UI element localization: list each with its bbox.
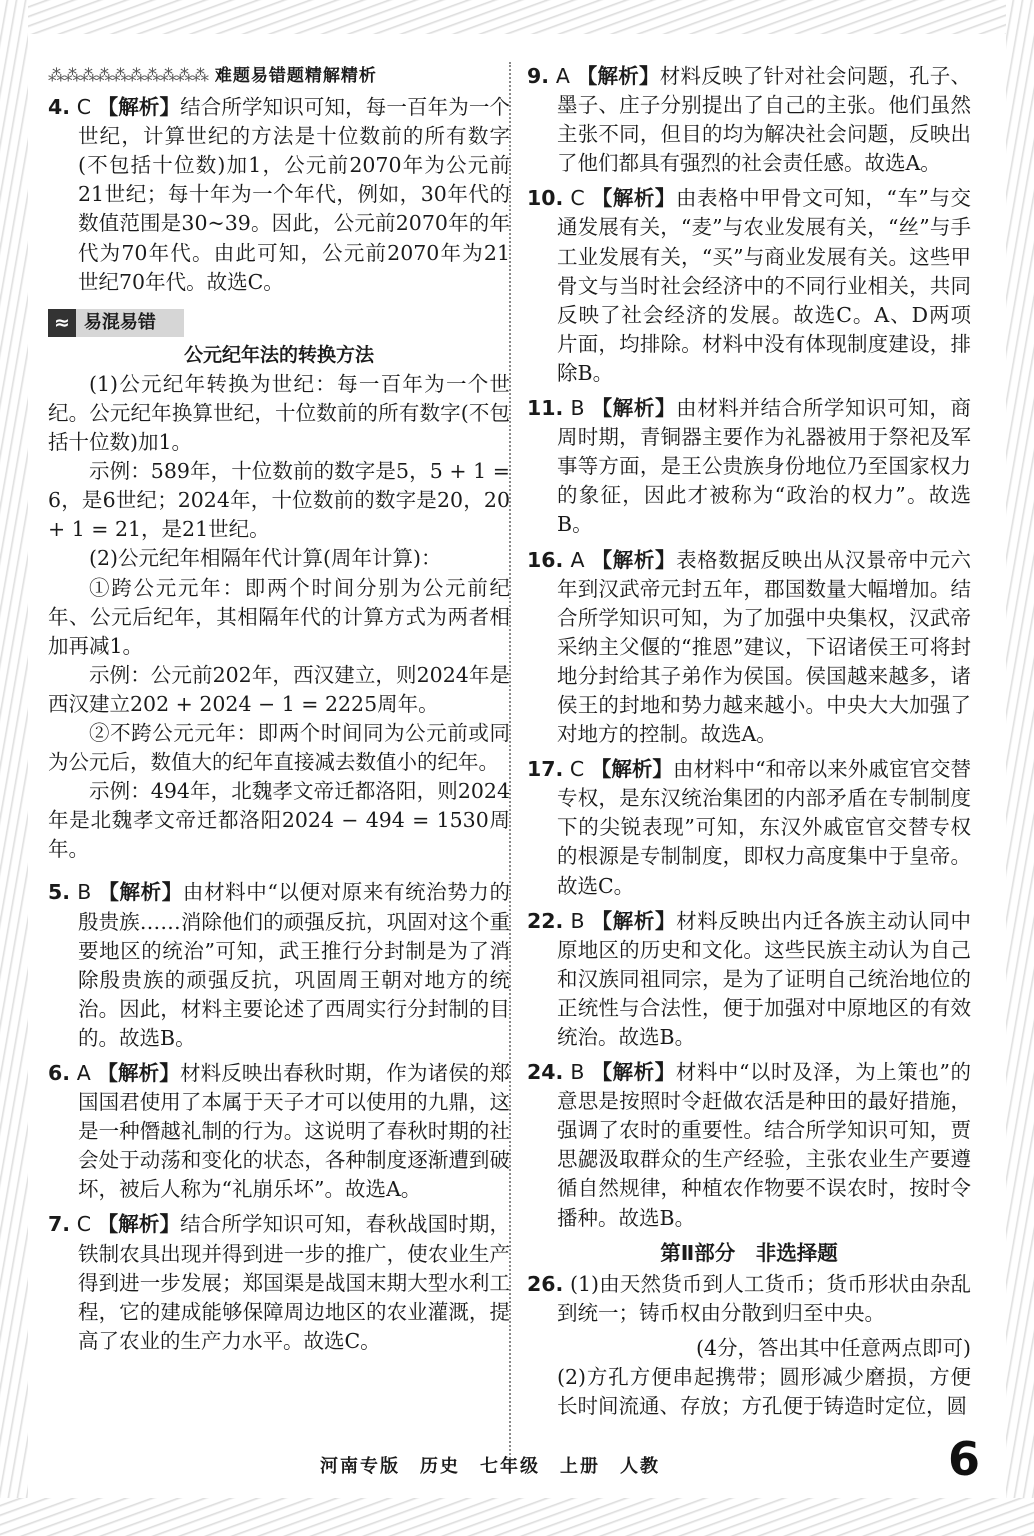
right-border bbox=[1006, 0, 1034, 1536]
question-4: 4. C 【解析】结合所学知识可知，每一百年为一个世纪，计算世纪的方法是十位数前的所有数字(不包括十位数)加1，公元前2070年为公元前21世纪；每十年为一个年代，例如，30年代的数值范围是30~39。因此，公元前2070年的年代为70年代。由此可知，公元前2070年为21世纪70年代。故选C。 bbox=[48, 95, 510, 294]
section-title: 难题易错题精解精析 bbox=[214, 66, 377, 86]
question-26: 26. (1)由天然货币到人工货币；货币形状由杂乱到统一；铸币权由分散到归至中央。 bbox=[527, 1271, 971, 1325]
question-11: 11. B 【解析】由材料并结合所学知识可知，商周时期，青铜器主要作为礼器被用于祭祀及军事等方面，是王公贵族身份地位乃至国家权力的象征，因此才被称为“政治的权力”。故选B。 bbox=[527, 396, 971, 537]
question-17: 17. C 【解析】由材料中“和帝以来外戚宦官交替专权，是东汉统治集团的内部矛盾在专制制度下的尖锐表现”可知，东汉外戚宦官交替专权的根源是专制制度，即权力高度集中于皇帝。故选C。 bbox=[527, 757, 971, 898]
question-16: 16. A 【解析】表格数据反映出从汉景帝中元六年到汉武帝元封五年，郡国数量大幅增加。结合所学知识可知，为了加强中央集权，汉武帝采纳主父偃的“推恩”建议，下诏诸侯王可将封地分封给其子弟作为侯国。侯国越来越多，诸侯王的封地和势力越来越小。中央大大加强了对地方的控制。故选A。 bbox=[527, 547, 971, 747]
footer-info: 河南专版 历史 七年级 上册 人教 bbox=[320, 1456, 660, 1477]
right-column bbox=[527, 62, 971, 1427]
question-5: 5. B 【解析】由材料中“以便对原来有统治势力的殷贵族……消除他们的顽强反抗，巩固对这个重要地区的统治”可知，武王推行分封制是为了消除殷贵族的顽强反抗，巩固周王朝对地方的统治。因此，材料主要论述了西周实行分封制的目的。故选B。 bbox=[48, 880, 511, 1050]
left-border bbox=[0, 0, 28, 1536]
question-26-part2: (2)方孔方便串起携带；圆形减少磨损，方便长时间流通、存放；方孔便于铸造时定位，圆 bbox=[557, 1365, 971, 1419]
tip-title: 公元纪年法的转换方法 bbox=[183, 343, 374, 366]
tip-label: 易混易错 bbox=[76, 309, 184, 337]
question-10: 10. C 【解析】由表格中甲骨文可知，“车”与交通发展有关，“麦”与农业发展有关，“丝”与手工业发展有关，“买”与商业发展有关。这些甲骨文与当时社会经济中的不同行业相关，共同反映了社会经济的发展。故选C。A、D两项片面，均排除。材料中没有体现制度建设，排除B。 bbox=[527, 186, 971, 385]
score-note: (4分，答出其中任意两点即可) bbox=[695, 1335, 971, 1360]
top-border bbox=[0, 0, 1034, 34]
tip-header bbox=[48, 309, 184, 337]
question-7: 7. C 【解析】结合所学知识可知，春秋战国时期，铁制农具出现并得到进一步的推广，使农业生产得到进一步发展；郑国渠是战国末期大型水利工程，它的建成能够保障周边地区的农业灌溉，提高了农业的生产力水平。故选C。 bbox=[48, 1212, 510, 1353]
tip-box: 公元纪年法的转换方法 (1)公元纪年转换为世纪：每一百年为一个世纪。公元纪年换算世纪，十位数前的所有数字(不包括十位数)加1。 示例：589年，十位数前的数字是5，5 + 1 = 6，是6世纪；2024年，十位数前的数字是20，20 + 1 = 21，是21世纪。 (2)公元纪年相隔年代计算(周年计算)： ①跨公元元年：即两个时间分别为公元前纪年、公元后纪年，其相隔年代的计算方式为两者相加再减1。 示例：公元前202年，西汉建立，则2024年是西汉建立202 + 2024 − 1 = 2225周年。 ②不跨公元元年：即两个时间同为公元前或同为公元后，数值大的纪年直接减去数值小的纪年。 示例：494年，北魏孝文帝迁都洛阳，则2024年是北魏孝文帝迁都洛阳2024 − 494 = 1530周年。 bbox=[48, 341, 510, 865]
section-header: ⁂⁂⁂⁂⁂⁂⁂⁂⁂⁂ 难题易错题精解精析 bbox=[48, 66, 377, 86]
part-two-title: 第Ⅱ部分 非选择题 bbox=[660, 1240, 838, 1265]
question-6: 6. A 【解析】材料反映出春秋时期，作为诸侯的郑国国君使用了本属于天子才可以使用的九鼎，这是一种僭越礼制的行为。这说明了春秋时期的社会处于动荡和变化的状态，各种制度逐渐遭到破坏，被后人称为“礼崩乐坏”。故选A。 bbox=[48, 1061, 510, 1202]
question-22: 22. B 【解析】材料反映出内迁各族主动认同中原地区的历史和文化。这些民族主动认为自己和汉族同祖同宗，是为了证明自己统治地位的正统性与合法性，便于加强对中原地区的有效统治。故选B。 bbox=[527, 908, 971, 1049]
question-24: 24. B 【解析】材料中“以时及泽，为上策也”的意思是按照时令赶做农活是种田的最好措施，强调了农时的重要性。结合所学知识可知，贾思勰汲取群众的生产经验，主张农业生产要遵循自然规律，种植农作物要不误农时，按时令播种。故选B。 bbox=[527, 1060, 971, 1230]
wave-icon: ≈ bbox=[48, 309, 76, 337]
question-9: 9. A 【解析】材料反映了针对社会问题，孔子、墨子、庄子分别提出了自己的主张。他们虽然主张不同，但目的均为解决社会问题，反映出了他们都具有强烈的社会责任感。故选A。 bbox=[527, 64, 972, 176]
bottom-border bbox=[0, 1498, 1034, 1536]
left-column bbox=[48, 62, 510, 1362]
page-number: 6 bbox=[948, 1432, 981, 1486]
